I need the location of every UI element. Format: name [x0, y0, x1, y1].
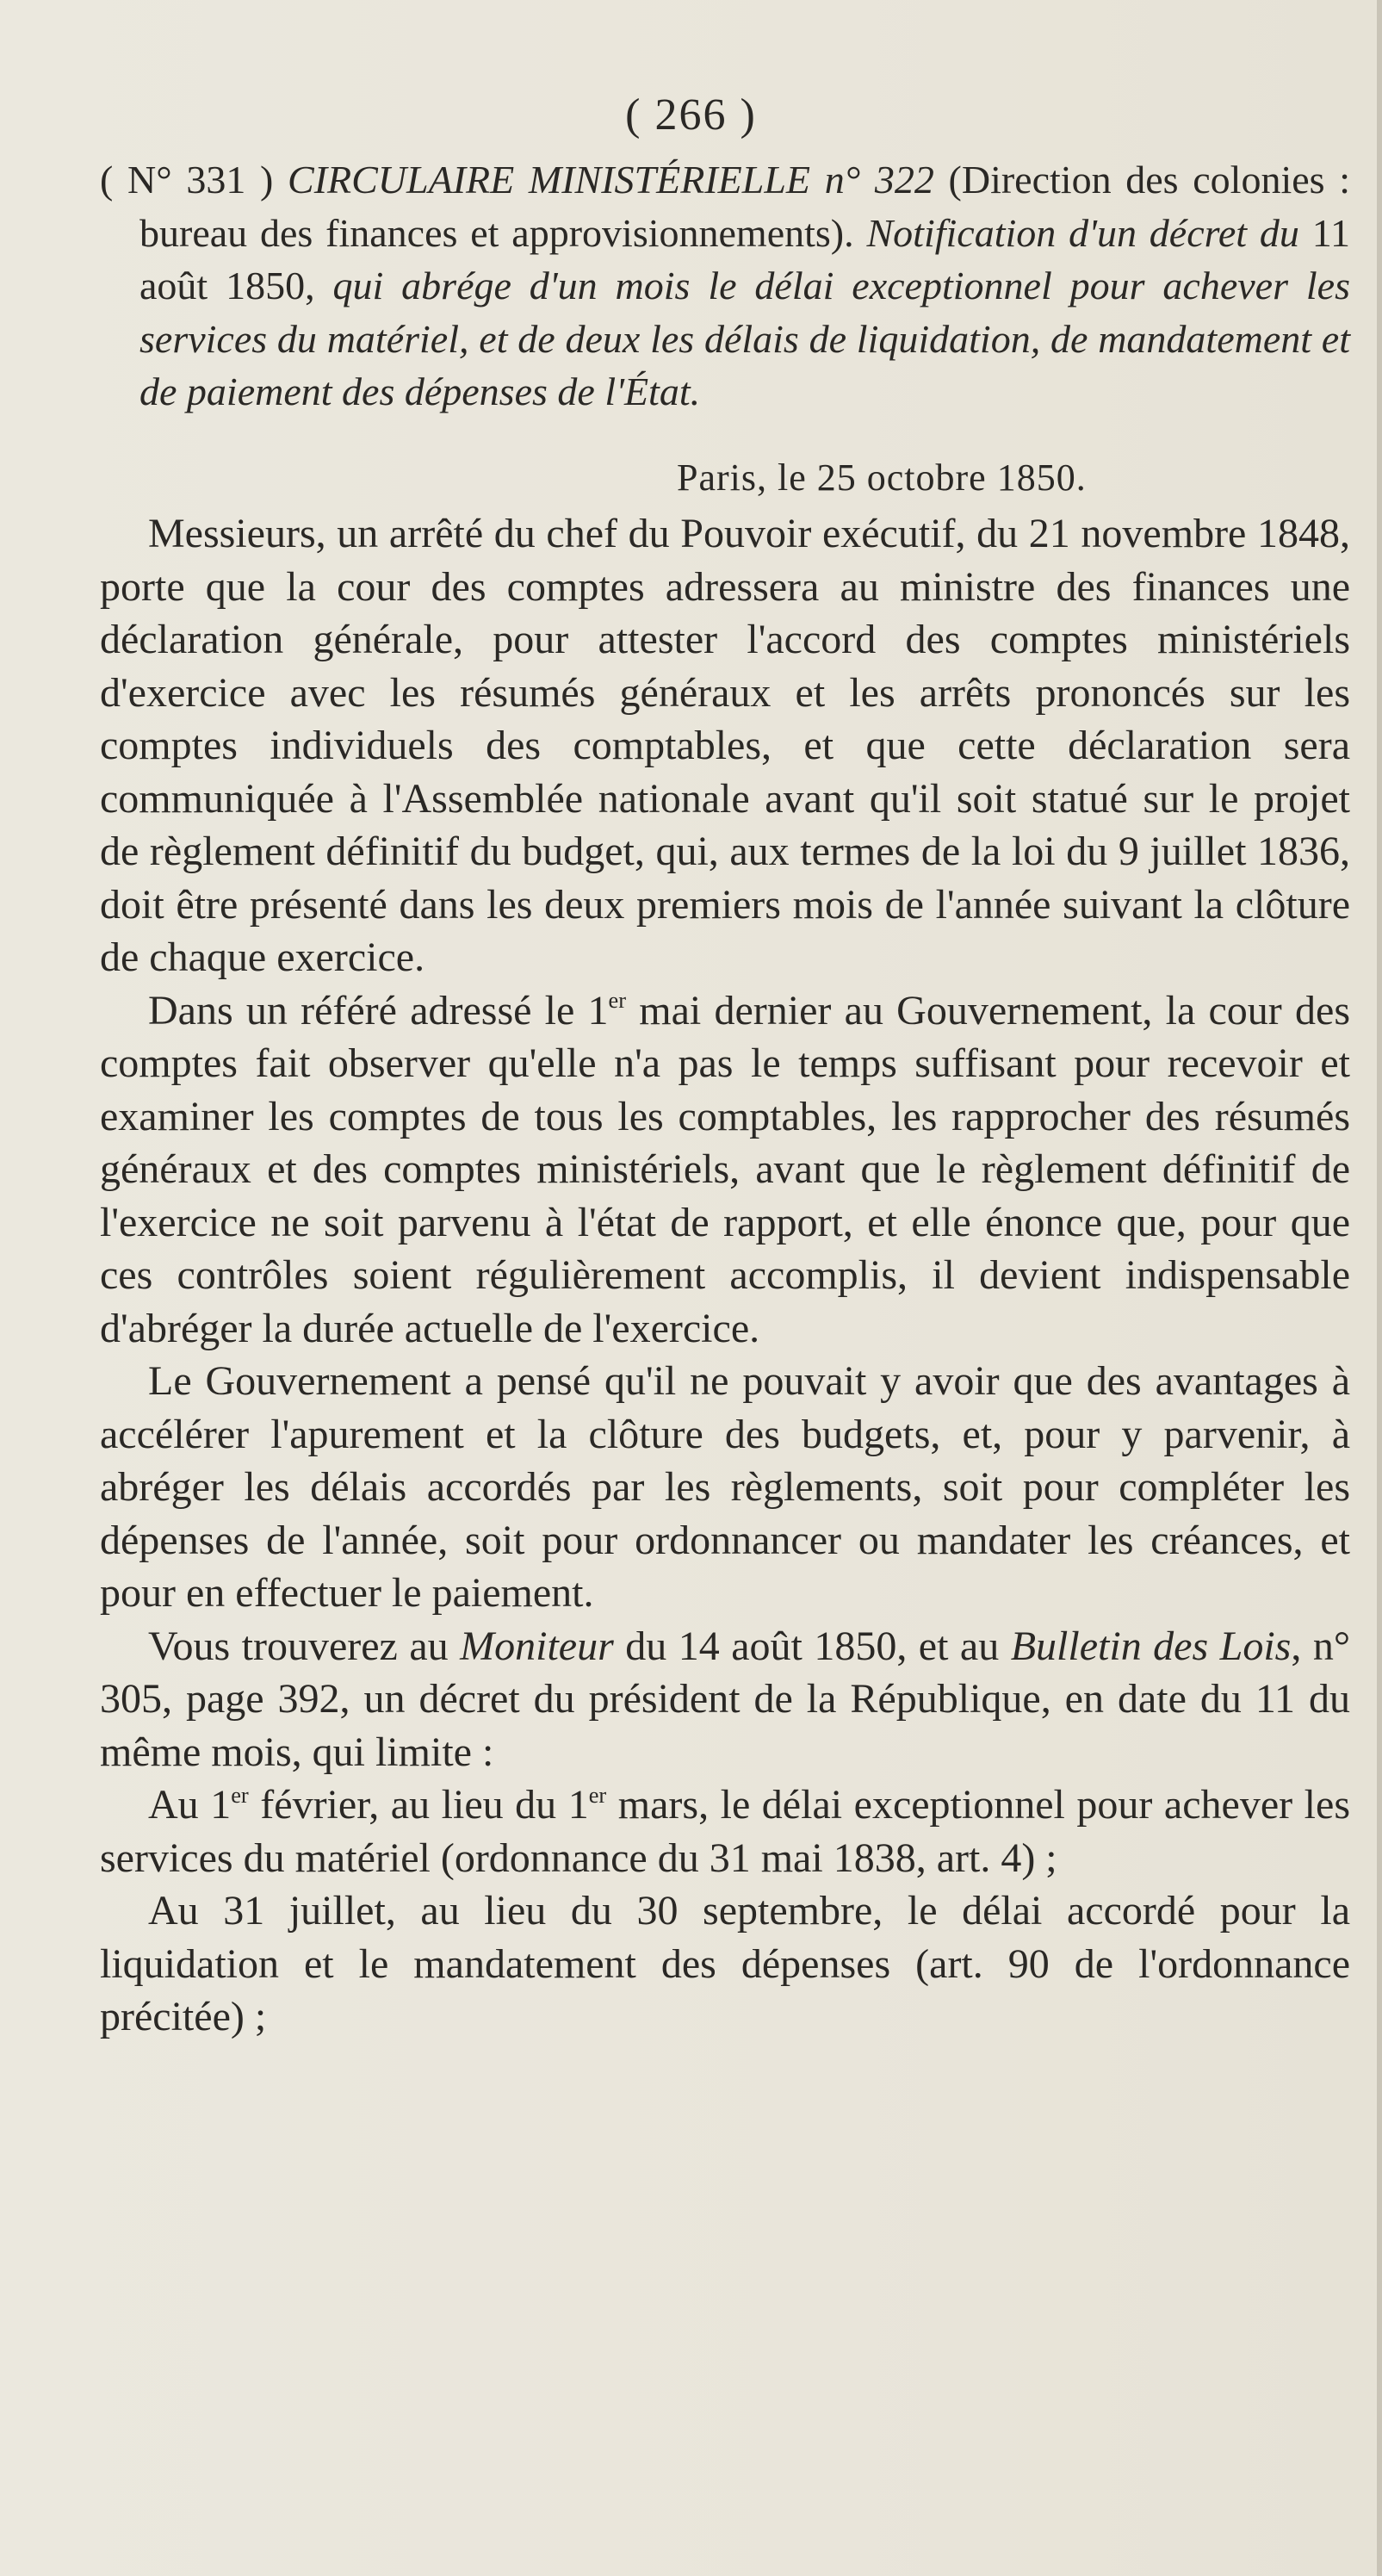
page-number: ( 266 ) — [625, 90, 757, 140]
paragraph-3: Le Gouvernement a pensé qu'il ne pouvait y avoir que des avantages à accélérer l'apurement et la clôture des budgets, et, pour y parvenir, à abréger les délais accordés par les règlements, soit pour compléter les dépenses de l'année, soit pour ordonnancer ou mandater les créances, et pour en effectuer le paiement. — [100, 1358, 1350, 1616]
paragraph-5-text-a: Au 1 — [148, 1782, 232, 1828]
paragraph-5-text-c: mars, le délai exceptionnel pour achever les services du matériel (ordonnance du 31 mai 1838, art. 4) ; — [100, 1782, 1350, 1881]
paragraph-2-text-b: mai dernier au Gouvernement, la cour des comptes fait observer qu'elle n'a pas le temps suffisant pour recevoir et examiner les comptes de tous les comptables, les rapprocher des résumés généraux et des comptes ministériels, avant que le règlement définitif de l'exercice ne soit parvenu à l'état de rapport, et elle énonce que, pour que ces contrôles soient régulièrement accomplis, il devient indispensable d'abréger la durée actuelle de l'exercice. — [100, 987, 1350, 1351]
paragraph-4-text-b: du 14 août 1850, et au — [625, 1623, 1000, 1669]
circular-serial: n° 322 — [824, 158, 934, 202]
superscript-er-1: er — [231, 1781, 249, 1808]
paragraph-6: Au 31 juillet, au lieu du 30 septembre, le délai accordé pour la liquidation et le mandatement des dépenses (art. 90 de l'ordonnance précitée) ; — [100, 1888, 1350, 2039]
superscript-er: er — [608, 987, 627, 1014]
circular-notification: Notification d'un décret du — [866, 210, 1299, 255]
circular-subject: qui abrége d'un mois le délai exceptionnel pour achever les services du matériel, et de deux les délais de liquidation, de mandatement et de paiement des dépenses de l'État. — [139, 264, 1350, 413]
circular-direction: (Direction des colonies : bureau des finances et approvisionnements). — [139, 158, 1351, 255]
decree-date: 11 août 1850, — [139, 210, 1351, 307]
paragraph-4-text-a: Vous trouverez au — [148, 1623, 449, 1669]
paragraph-5-text-b: février, au lieu du 1 — [248, 1782, 589, 1828]
dateline: Paris, le 25 octobre 1850. — [677, 456, 1087, 499]
page-edge-shadow — [1377, 0, 1382, 2576]
moniteur-title: Moniteur — [460, 1623, 614, 1669]
paragraph-4 — [100, 1620, 1350, 1779]
paragraph-5 — [100, 1778, 1350, 1884]
paragraph-2 — [100, 984, 1350, 1356]
bulletin-title: Bulletin des Lois — [1010, 1623, 1292, 1669]
paragraph-2-text-a: Dans un référé adressé le 1 — [148, 987, 609, 1034]
circular-title: CIRCULAIRE MINISTÉRIELLE — [288, 158, 811, 202]
circular-number: ( N° 331 ) — [100, 158, 274, 202]
superscript-er-2: er — [588, 1781, 607, 1808]
document-body — [100, 153, 1350, 2044]
paragraph-4-text-c: , n° 305, page 392, un décret du président de la République, en date du 11 du même mois, qui limite : — [100, 1623, 1351, 1775]
circular-heading — [100, 153, 1350, 419]
paragraph-1: Messieurs, un arrêté du chef du Pouvoir exécutif, du 21 novembre 1848, porte que la cour des comptes adressera au ministre des finances une déclaration générale, pour attester l'accord des comptes ministériels d'exercice avec les résumés généraux et les arrêts prononcés sur les comptes individuels des comptables, et que cette déclaration sera communiquée à l'Assemblée nationale avant qu'il soit statué sur le projet de règlement définitif du budget, qui, aux termes de la loi du 9 juillet 1836, doit être présenté dans les deux premiers mois de l'année suivant la clôture de chaque exercice. — [100, 511, 1350, 980]
